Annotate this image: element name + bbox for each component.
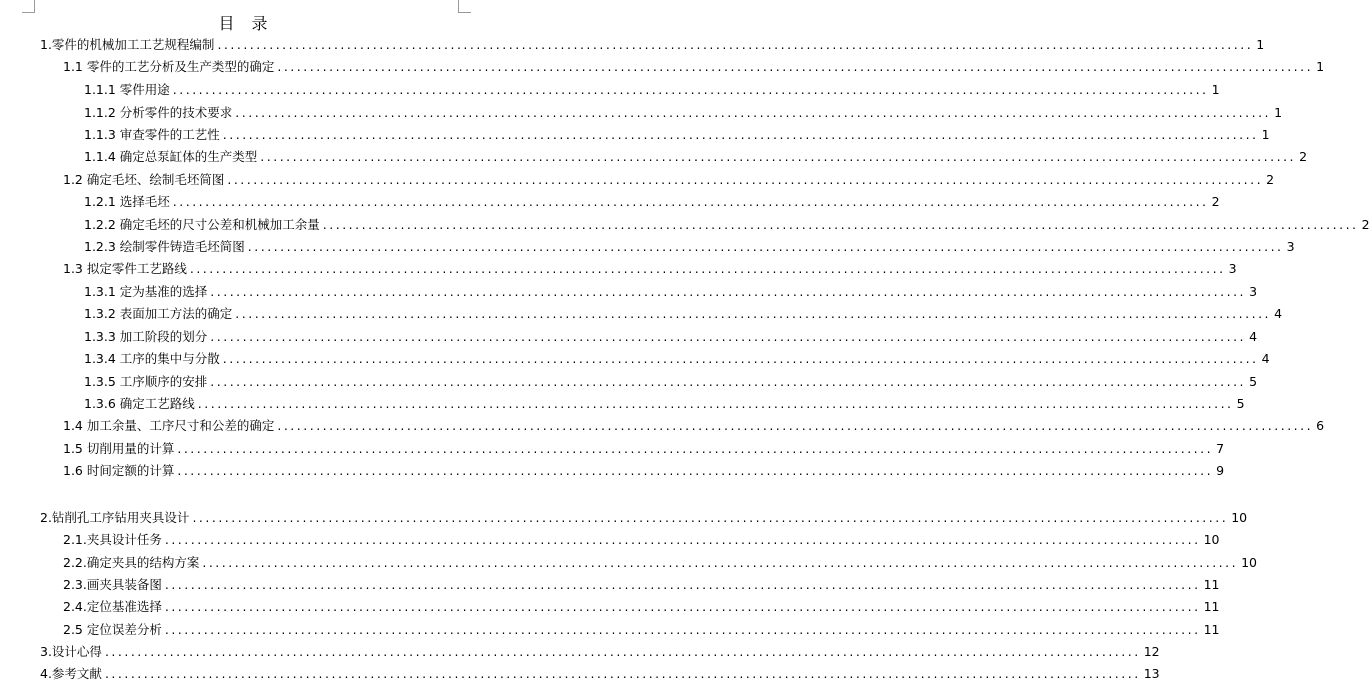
toc-dot-leader: ................................................................................................................................................................ [322,217,1359,232]
toc-entry-label: 1.零件的机械加工工艺规程编制 [40,37,215,52]
toc-entry-label: 2.5 定位误差分析 [63,622,162,637]
toc-entry[interactable] [84,303,1283,325]
toc-dot-leader: ................................................................................................................................................................ [277,418,1314,433]
toc-entry-page-number: 5 [1236,396,1245,411]
toc-entry-label: 1.1 零件的工艺分析及生产类型的确定 [63,59,275,74]
toc-entry-label: 2.3.画夹具装备图 [63,577,162,592]
toc-dot-leader: ................................................................................................................................................................ [277,59,1314,74]
toc-entry[interactable] [63,619,1220,641]
toc-entry[interactable] [84,348,1270,370]
toc-dot-leader: ................................................................................................................................................................ [177,441,1214,456]
toc-entry-page-number: 11 [1203,599,1220,614]
toc-entry-page-number: 10 [1231,510,1248,525]
toc-entry-page-number: 13 [1143,666,1160,681]
toc-entry[interactable] [40,663,1160,685]
toc-entry[interactable] [84,393,1245,415]
toc-entry-label: 1.2 确定毛坯、绘制毛坯简图 [63,172,225,187]
toc-dot-leader: ................................................................................................................................................................ [172,194,1209,209]
toc-entry-page-number: 1 [1261,127,1270,142]
toc-entry[interactable] [63,169,1275,191]
toc-dot-leader: ................................................................................................................................................................ [202,555,1239,570]
toc-entry[interactable] [63,574,1220,596]
toc-entry-label: 2.4.定位基准选择 [63,599,162,614]
toc-entry-page-number: 3 [1228,261,1237,276]
toc-entry-label: 1.3.1 定为基准的选择 [84,284,208,299]
toc-entry-label: 2.钻削孔工序钻用夹具设计 [40,510,190,525]
toc-entry[interactable] [84,236,1295,258]
toc-dot-leader: ................................................................................................................................................................ [164,599,1201,614]
toc-entry-page-number: 9 [1216,463,1225,478]
toc-entry-label: 3.设计心得 [40,644,102,659]
toc-entry-page-number: 4 [1274,306,1283,321]
toc-entry[interactable] [40,641,1160,663]
toc-entry[interactable] [84,146,1308,168]
toc-entry-label: 1.1.4 确定总泵缸体的生产类型 [84,149,258,164]
toc-dot-leader: ................................................................................................................................................................ [222,127,1259,142]
toc-dot-leader: ................................................................................................................................................................ [164,622,1201,637]
toc-dot-leader: ................................................................................................................................................................ [164,577,1201,592]
toc-entry-page-number: 3 [1286,239,1295,254]
toc-dot-leader: ................................................................................................................................................................ [235,306,1272,321]
toc-entry[interactable] [63,596,1220,618]
toc-entry-page-number: 2 [1299,149,1308,164]
toc-entry-page-number: 2 [1266,172,1275,187]
toc-entry[interactable] [40,34,1265,56]
toc-dot-leader: ................................................................................................................................................................ [197,396,1234,411]
toc-entry[interactable] [84,102,1283,124]
toc-entry-label: 1.6 时间定额的计算 [63,463,175,478]
toc-entry-page-number: 4 [1261,351,1270,366]
toc-entry-page-number: 4 [1249,329,1258,344]
toc-entry-page-number: 12 [1143,644,1160,659]
toc-dot-leader: ................................................................................................................................................................ [235,105,1272,120]
toc-entry-page-number: 1 [1274,105,1283,120]
toc-dot-leader: ................................................................................................................................................................ [172,82,1209,97]
toc-entry-label: 1.4 加工余量、工序尺寸和公差的确定 [63,418,275,433]
toc-entry-page-number: 1 [1316,59,1325,74]
toc-dot-leader: ................................................................................................................................................................ [104,644,1141,659]
toc-entry-label: 4.参考文献 [40,666,102,681]
toc-entry-page-number: 7 [1216,441,1225,456]
toc-entry-page-number: 2 [1211,194,1220,209]
toc-entry-label: 1.5 切削用量的计算 [63,441,175,456]
toc-entry-page-number: 6 [1316,418,1325,433]
toc-entry[interactable] [84,371,1258,393]
toc-entry-page-number: 11 [1203,622,1220,637]
toc-entry-label: 1.3.6 确定工艺路线 [84,396,195,411]
toc-entry-label: 1.3 拟定零件工艺路线 [63,261,187,276]
toc-entry-page-number: 10 [1241,555,1258,570]
toc-entry-page-number: 10 [1203,532,1220,547]
toc-entry-page-number: 2 [1361,217,1370,232]
toc-dot-leader: ................................................................................................................................................................ [177,463,1214,478]
toc-dot-leader: ................................................................................................................................................................ [217,37,1254,52]
toc-entry-page-number: 3 [1249,284,1258,299]
toc-dot-leader: ................................................................................................................................................................ [164,532,1201,547]
toc-dot-leader: ................................................................................................................................................................ [189,261,1226,276]
toc-entry-label: 1.3.4 工序的集中与分散 [84,351,220,366]
toc-entry-page-number: 5 [1249,374,1258,389]
toc-entry[interactable] [63,56,1325,78]
toc-dot-leader: ................................................................................................................................................................ [210,374,1247,389]
toc-entry[interactable] [84,214,1370,236]
toc-entry-label: 1.1.1 零件用途 [84,82,170,97]
toc-dot-leader: ................................................................................................................................................................ [210,329,1247,344]
toc-entry-label: 1.2.3 绘制零件铸造毛坯简图 [84,239,245,254]
toc-dot-leader: ................................................................................................................................................................ [247,239,1284,254]
toc-entry-label: 2.2.确定夹具的结构方案 [63,555,200,570]
toc-entry-label: 1.1.3 审查零件的工艺性 [84,127,220,142]
toc-entry[interactable] [40,507,1248,529]
toc-entry-label: 1.2.1 选择毛坯 [84,194,170,209]
toc-entry[interactable] [63,529,1220,551]
toc-entry[interactable] [63,552,1258,574]
toc-entry-page-number: 11 [1203,577,1220,592]
toc-entry-label: 1.3.5 工序顺序的安排 [84,374,208,389]
toc-entry[interactable] [84,281,1258,303]
toc-entry-label: 1.3.2 表面加工方法的确定 [84,306,233,321]
toc-dot-leader: ................................................................................................................................................................ [104,666,1141,681]
toc-entry[interactable] [63,460,1225,482]
toc-dot-leader: ................................................................................................................................................................ [227,172,1264,187]
toc-dot-leader: ................................................................................................................................................................ [192,510,1229,525]
toc-entry[interactable] [63,258,1237,280]
toc-dot-leader: ................................................................................................................................................................ [260,149,1297,164]
toc-entry[interactable] [84,191,1220,213]
toc-entry[interactable] [84,79,1220,101]
toc-dot-leader: ................................................................................................................................................................ [222,351,1259,366]
toc-entry[interactable] [84,326,1258,348]
toc-entry-label: 2.1.夹具设计任务 [63,532,162,547]
toc-entry[interactable] [63,415,1325,437]
toc-title: 目 录 [218,14,274,33]
toc-entry-page-number: 1 [1211,82,1220,97]
toc-entry[interactable] [84,124,1270,146]
toc-entry-page-number: 1 [1256,37,1265,52]
toc-entry-label: 1.3.3 加工阶段的划分 [84,329,208,344]
toc-dot-leader: ................................................................................................................................................................ [210,284,1247,299]
toc-entry-label: 1.2.2 确定毛坯的尺寸公差和机械加工余量 [84,217,320,232]
toc-entry[interactable] [63,438,1225,460]
toc-entry-label: 1.1.2 分析零件的技术要求 [84,105,233,120]
